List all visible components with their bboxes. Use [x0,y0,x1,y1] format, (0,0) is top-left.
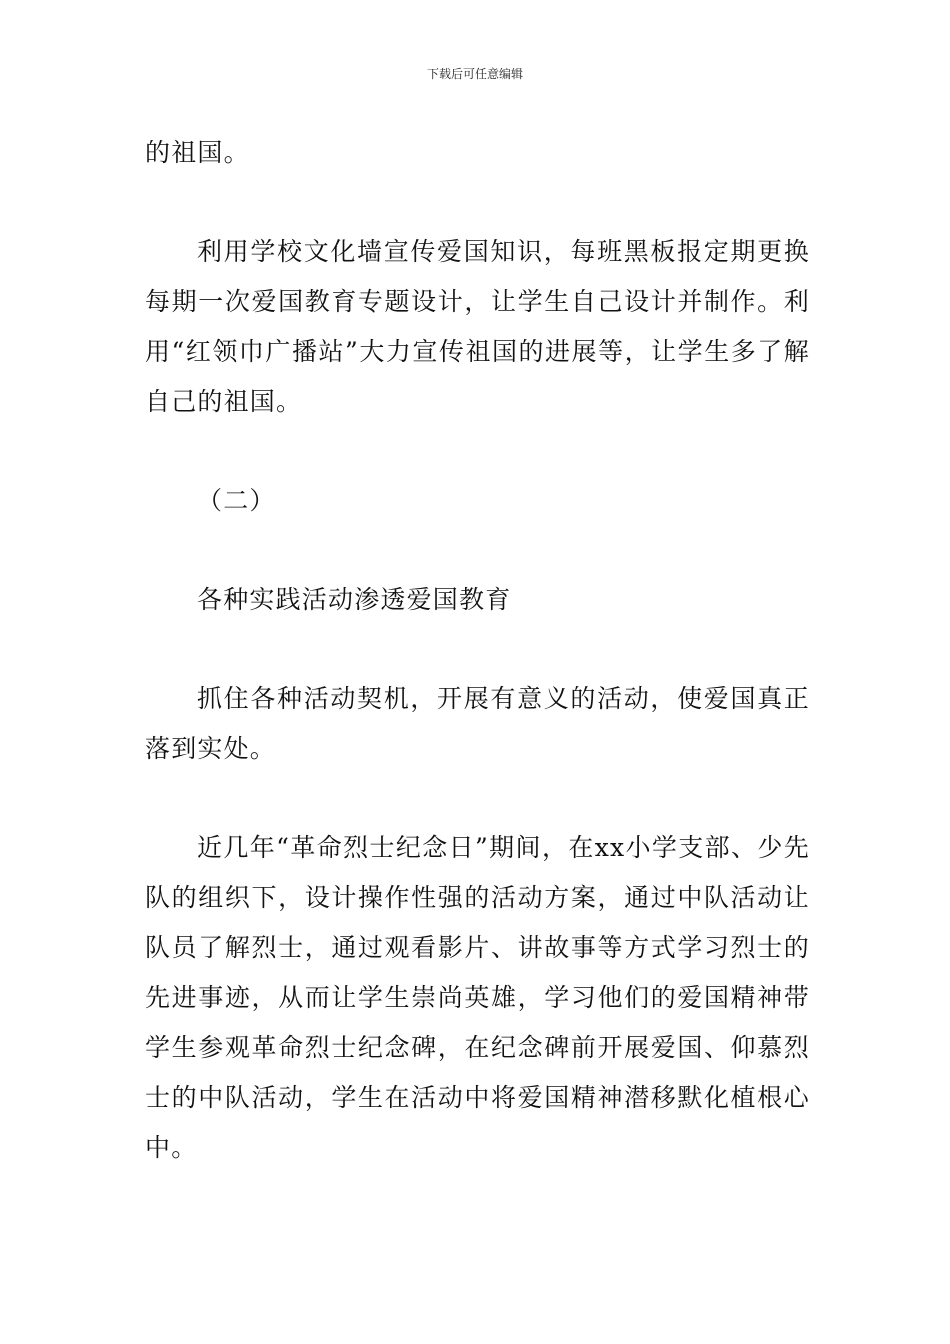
paragraph-martyrs-day: 近几年“革命烈士纪念日”期间，在xx小学支部、少先队的组织下，设计操作性强的活动方案，通过中队活动让队员了解烈士，通过观看影片、讲故事等方式学习烈士的先进事迹，从而让学生崇尚英雄，学习他们的爱国精神带学生参观革命烈士纪念碑，在纪念碑前开展爱国、仰慕烈士的中队活动，学生在活动中将爱国精神潜移默化植根心中。 [145,833,810,1162]
paragraph-culture-wall: 利用学校文化墙宣传爱国知识，每班黑板报定期更换每期一次爱国教育专题设计，让学生自己设计并制作。利用“红领巾广播站”大力宣传祖国的进展等，让学生多了解自己的祖国。 [145,237,810,416]
document-body [145,128,810,1173]
paragraph-continuation: 的祖国。 [145,138,250,167]
page-header-note: 下载后可任意编辑 [426,67,523,81]
paragraph-activities: 抓住各种活动契机，开展有意义的活动，使爱国真正落到实处。 [145,684,810,763]
section-title: 各种实践活动渗透爱国教育 [197,585,512,614]
section-number: （二） [197,486,276,515]
